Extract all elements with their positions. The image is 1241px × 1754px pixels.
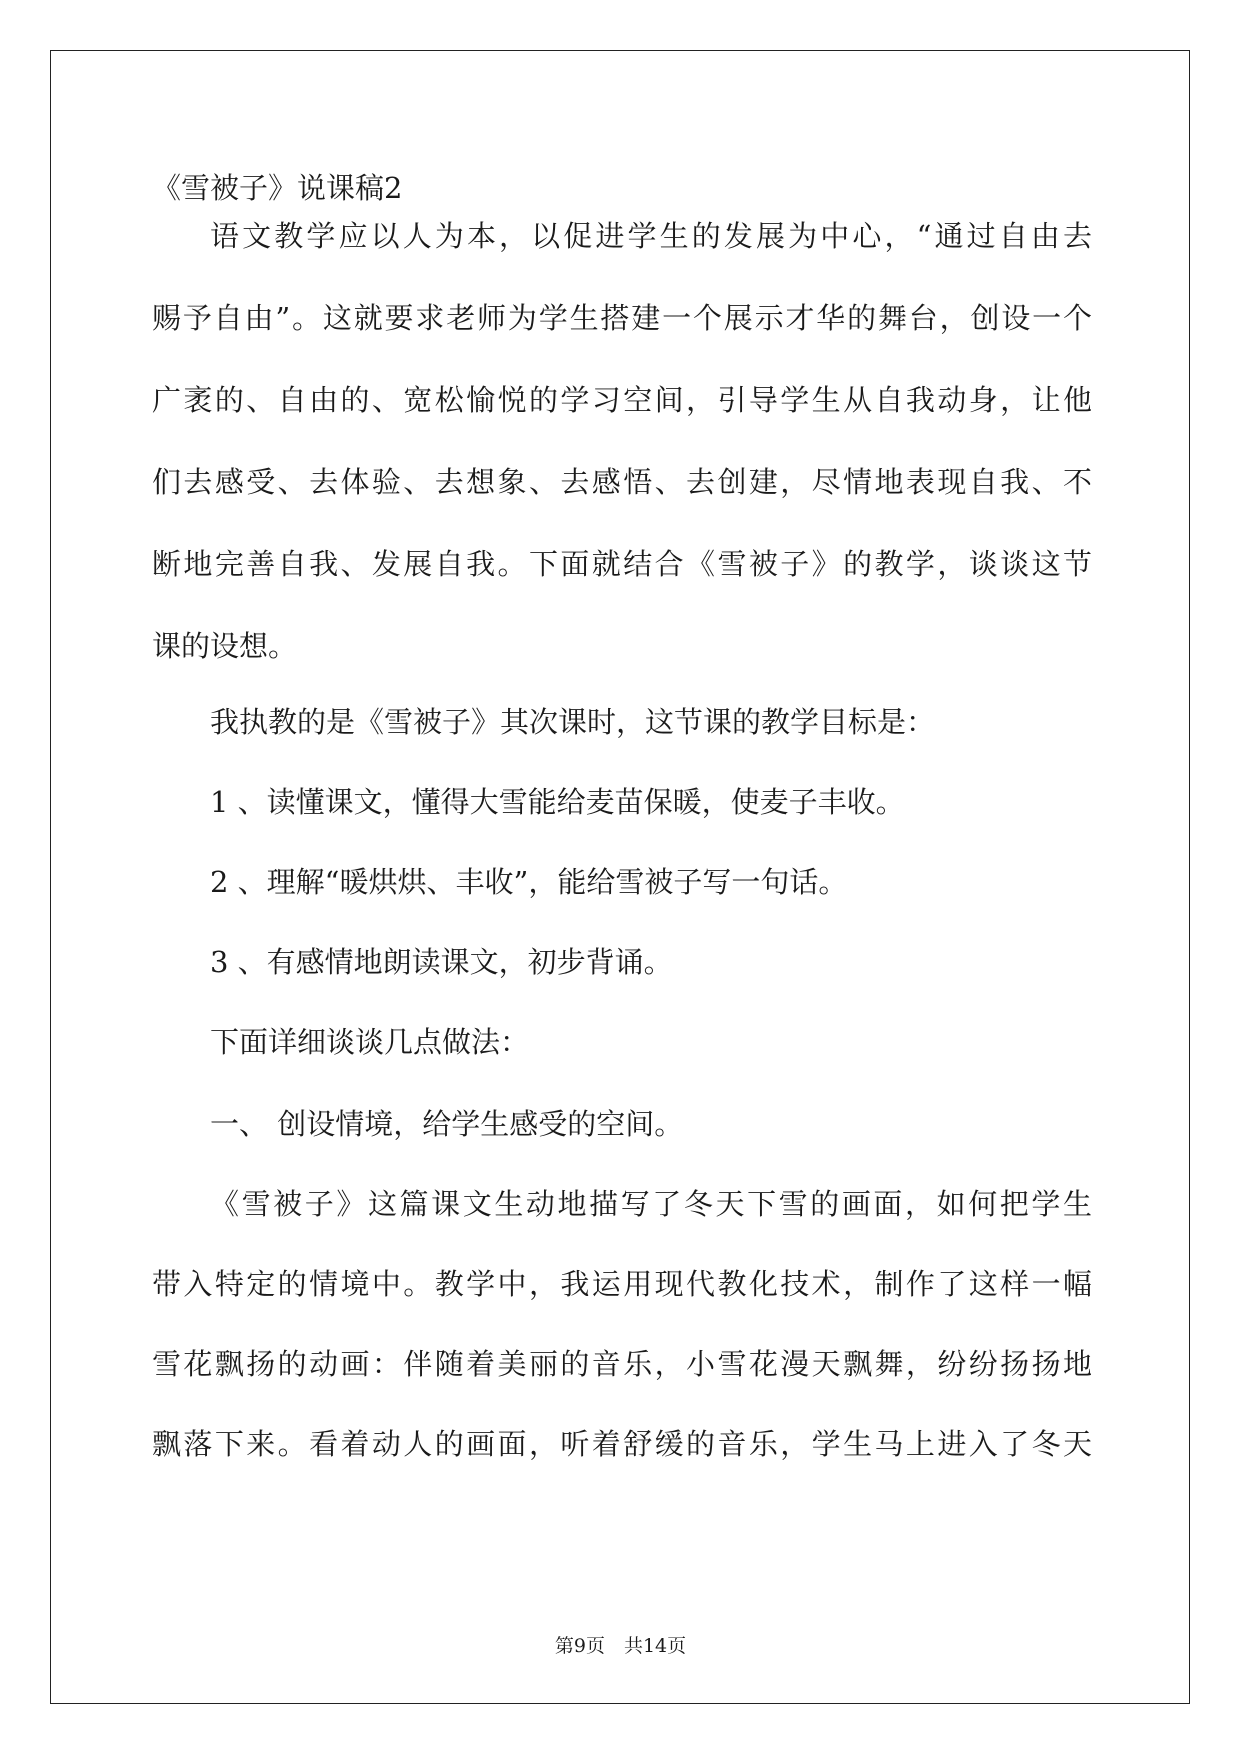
paragraph-line: 带入特定的情境中。教学中，我运用现代教化技术，制作了这样一幅 — [152, 1267, 1092, 1301]
paragraph-line: 我执教的是《雪被子》其次课时，这节课的教学目标是： — [210, 705, 936, 739]
paragraph-line: 《雪被子》这篇课文生动地描写了冬天下雪的画面，如何把学生 — [210, 1187, 1092, 1221]
paragraph-line: 们去感受、去体验、去想象、去感悟、去创建，尽情地表现自我、不 — [152, 465, 1092, 499]
paragraph-line: 语文教学应以人为本，以促进学生的发展为中心，“通过自由去 — [210, 219, 1092, 253]
paragraph-line: 广袤的、自由的、宽松愉悦的学习空间，引导学生从自我动身，让他 — [152, 383, 1092, 417]
paragraph-line: 雪花飘扬的动画：伴随着美丽的音乐，小雪花漫天飘舞，纷纷扬扬地 — [152, 1347, 1092, 1381]
paragraph-line: 赐予自由”。这就要求老师为学生搭建一个展示才华的舞台，创设一个 — [152, 301, 1092, 335]
section-heading: 一、 创设情境，给学生感受的空间。 — [210, 1107, 684, 1141]
goal-item: 3 、有感情地朗读课文，初步背诵。 — [210, 945, 673, 979]
paragraph-line: 课的设想。 — [152, 629, 298, 663]
paragraph-line: 飘落下来。看着动人的画面，听着舒缓的音乐，学生马上进入了冬天 — [152, 1427, 1092, 1461]
document-title: 《雪被子》说课稿2 — [152, 171, 403, 205]
paragraph-line: 断地完善自我、发展自我。下面就结合《雪被子》的教学，谈谈这节 — [152, 547, 1092, 581]
page-number-footer: 第9页 共14页 — [554, 1635, 687, 1657]
goal-item: 1 、读懂课文，懂得大雪能给麦苗保暖，使麦子丰收。 — [210, 785, 905, 819]
goal-item: 2 、理解“暖烘烘、丰收”，能给雪被子写一句话。 — [210, 865, 848, 899]
paragraph-line: 下面详细谈谈几点做法： — [210, 1025, 530, 1059]
